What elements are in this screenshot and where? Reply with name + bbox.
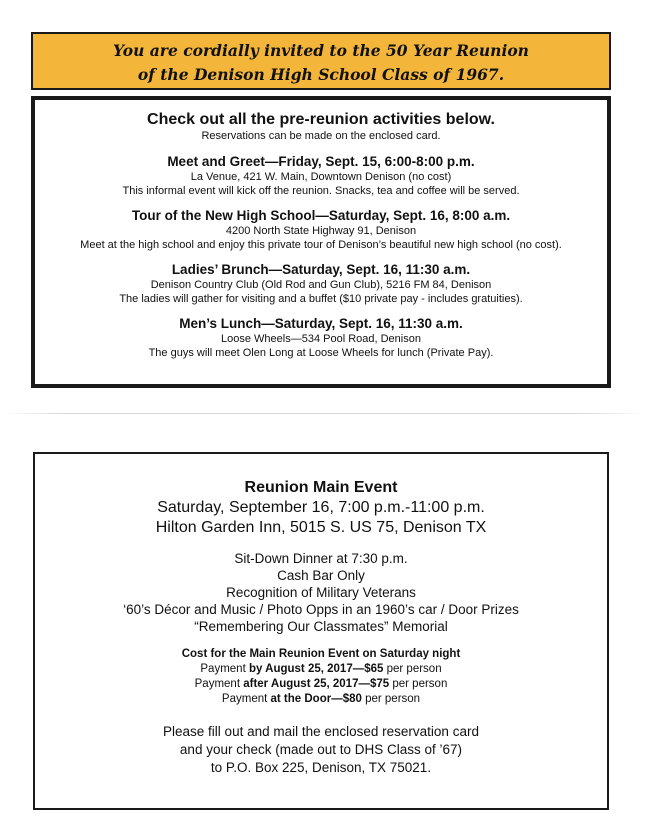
- main-event-date: Saturday, September 16, 7:00 p.m.-11:00 p.m.: [157, 499, 485, 516]
- event-location: Loose Wheels—534 Pool Road, Denison: [221, 333, 421, 345]
- event-description: The ladies will gather for visiting and a buffet ($10 private pay - includes gratuities).: [119, 293, 523, 305]
- event-description: This informal event will kick off the reunion. Snacks, tea and coffee will be served.: [122, 185, 520, 197]
- instruction-line: Please fill out and mail the enclosed reservation card: [163, 724, 479, 739]
- feature-item: ‘60’s Décor and Music / Photo Opps in an 1960’s car / Door Prizes: [123, 602, 519, 617]
- event-location: Denison Country Club (Old Rod and Gun Club), 5216 FM 84, Denison: [150, 279, 492, 291]
- event-heading: Tour of the New High School—Saturday, Sept. 16, 8:00 a.m.: [131, 208, 511, 223]
- cost-line: Payment after August 25, 2017—$75 per person: [194, 678, 448, 690]
- banner-line-1: You are cordially invited to the 50 Year Reunion: [113, 41, 529, 60]
- instruction-line: to P.O. Box 225, Denison, TX 75021.: [210, 760, 432, 775]
- main-event-venue: Hilton Garden Inn, 5015 S. US 75, Denison TX: [155, 519, 487, 536]
- event-school-tour: [35, 207, 607, 252]
- event-description: The guys will meet Olen Long at Loose Wheels for lunch (Private Pay).: [148, 347, 494, 359]
- cost-section: [35, 647, 607, 707]
- main-event-features: [35, 550, 607, 635]
- event-location: La Venue, 421 W. Main, Downtown Denison (no cost): [190, 171, 452, 183]
- event-heading: Meet and Greet—Friday, Sept. 15, 6:00-8:00 p.m.: [167, 154, 475, 169]
- feature-item: Cash Bar Only: [277, 568, 365, 583]
- cost-line: Payment at the Door—$80 per person: [221, 693, 421, 705]
- event-meet-and-greet: [35, 153, 607, 198]
- invitation-banner: [31, 32, 611, 90]
- event-location: 4200 North State Highway 91, Denison: [225, 225, 417, 237]
- event-ladies-brunch: [35, 261, 607, 306]
- event-heading: Ladies’ Brunch—Saturday, Sept. 16, 11:30 a.m.: [171, 262, 471, 277]
- fold-line: [0, 413, 646, 414]
- pre-reunion-subtitle: Reservations can be made on the enclosed card.: [201, 130, 441, 142]
- feature-item: Sit-Down Dinner at 7:30 p.m.: [234, 551, 408, 566]
- mail-instructions: [35, 723, 607, 777]
- event-mens-lunch: [35, 315, 607, 360]
- feature-item: “Remembering Our Classmates” Memorial: [194, 619, 448, 634]
- main-event-title: Reunion Main Event: [244, 479, 398, 496]
- event-heading: Men’s Lunch—Saturday, Sept. 16, 11:30 a.m.: [179, 316, 463, 331]
- feature-item: Recognition of Military Veterans: [226, 585, 416, 600]
- pre-reunion-title: Check out all the pre-reunion activities below.: [147, 111, 495, 128]
- banner-line-2: of the Denison High School Class of 1967.: [137, 65, 505, 84]
- event-description: Meet at the high school and enjoy this private tour of Denison’s beautiful new high school (no cost).: [80, 239, 562, 251]
- instruction-line: and your check (made out to DHS Class of ’67): [179, 742, 463, 757]
- pre-reunion-activities: [31, 96, 611, 388]
- main-event-section: [33, 452, 609, 810]
- cost-heading: Cost for the Main Reunion Event on Saturday night: [181, 648, 461, 660]
- cost-line: Payment by August 25, 2017—$65 per person: [200, 663, 442, 675]
